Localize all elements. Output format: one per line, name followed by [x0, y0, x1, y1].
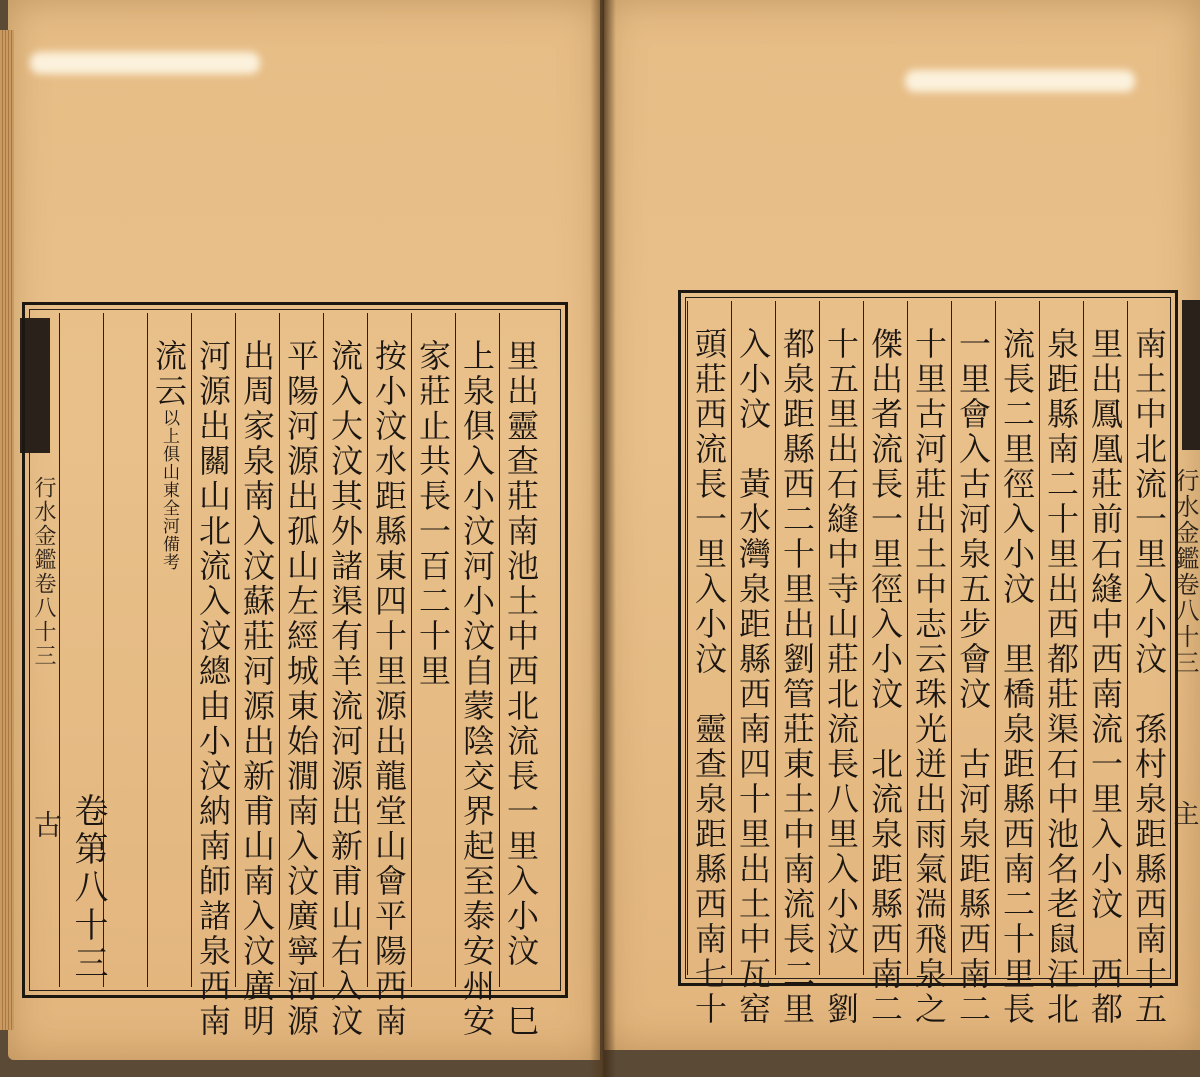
right-margin-label: 行水金鑑卷八十三: [1171, 468, 1199, 676]
text-column: [907, 301, 951, 1027]
column-text: 平陽河源出孤山左經城東始㵎南入汶廣寧河源: [282, 339, 320, 1039]
text-column: [191, 313, 235, 1039]
column-main-text: 流云: [150, 339, 188, 409]
column-text: 流長二里徑入小汶 里橋泉距縣西南二十里長: [998, 327, 1036, 1027]
left-text-frame: [22, 302, 568, 1039]
text-column: [995, 301, 1039, 1027]
left-margin-label: 行水金鑑卷八十三: [31, 476, 56, 668]
text-column: [819, 301, 863, 1027]
column-text: 家莊止共長一百二十里: [414, 339, 452, 689]
column-text: 里出靈查莊南池土中西北流長一里入小汶 巳: [502, 339, 540, 1039]
column-text: 里出鳳凰莊前石縫中西南流一里入小汶 西都: [1086, 327, 1124, 1027]
column-text: 都泉距縣西二十里出劉管莊東土中南流長二里: [778, 327, 816, 1027]
source-note: 以上俱山東全河備考: [159, 409, 179, 571]
column-text: 一里會入古河泉五步會汶 古河泉距縣西南二: [954, 327, 992, 1027]
text-column: [687, 301, 731, 1027]
text-column: [367, 313, 411, 1039]
text-column: [951, 301, 995, 1027]
left-folio-number: 古: [30, 810, 63, 840]
text-column: [863, 301, 907, 1027]
column-text: [148, 339, 191, 571]
column-text: 上泉俱入小汶河小汶自蒙陰交界起至泰安州安: [458, 339, 496, 1039]
text-column: [235, 313, 279, 1039]
column-text: 入小汶 黃水灣泉距縣西南四十里出土中瓦窑: [734, 327, 772, 1027]
column-text: 南土中北流一里入小汶 孫村泉距縣西南十五: [1130, 327, 1168, 1027]
book-gutter: [590, 0, 616, 1077]
column-text: 十五里出石縫中寺山莊北流長八里入小汶 劉: [822, 327, 860, 1027]
light-glare: [30, 52, 260, 74]
text-column: [411, 313, 455, 987]
margin-fish-tail-right: [1182, 300, 1200, 450]
light-glare: [905, 70, 1135, 92]
column-text: 出周家泉南入汶蘇莊河源出新甫山南入汶廣明: [238, 339, 276, 1039]
column-text: 河源出關山北流入汶總由小汶納南師諸泉西南: [194, 339, 232, 1039]
right-text-frame: [678, 290, 1178, 1027]
column-text: 十里古河莊出土中志云珠光迸出雨氣湍飛泉之: [910, 327, 948, 1027]
text-column: [775, 301, 819, 1027]
text-column: [1083, 301, 1127, 1027]
column-text: 泉距縣南二十里出西都莊渠石中池名老鼠汪北: [1042, 327, 1080, 1027]
text-column: [499, 313, 543, 1039]
text-column: [455, 313, 499, 1039]
text-column: [323, 313, 367, 1039]
text-column: [279, 313, 323, 1039]
column-text: 按小汶水距縣東四十里源出龍堂山會平陽西南: [370, 339, 408, 1039]
text-column: [147, 313, 191, 987]
text-column: [731, 301, 775, 1027]
column-text: 傑出者流長一里徑入小汶 北流泉距縣西南二: [866, 327, 904, 1027]
volume-column: [59, 313, 108, 987]
right-folio-number: 主: [1169, 800, 1199, 828]
text-column: [1039, 301, 1083, 1027]
column-text: 流入大汶其外諸渠有羊流河源出新甫山右入汶: [326, 339, 364, 1039]
text-column: [1127, 301, 1171, 1027]
page-edge-stack: [0, 30, 14, 1030]
volume-label: 卷第八十三: [68, 793, 108, 983]
column-text: 頭莊西流長一里入小汶 靈查泉距縣西南七十: [690, 327, 728, 1027]
